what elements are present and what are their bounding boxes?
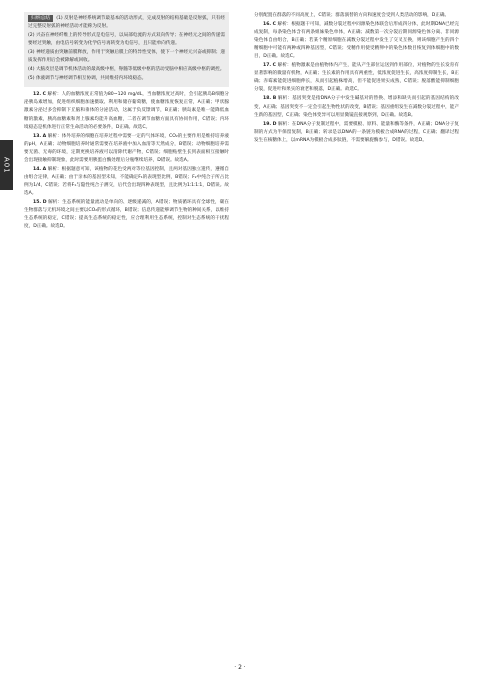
right-column <box>254 12 459 660</box>
answer-text: 解析：根据题意可知，该植物的花色受两对等位基因控制，且两对基因独立遗传，遵循自由组合定律，A正确；由于亲本的基因型未知，不能确定F₁的表现型比例，B错误；F₂中纯合子所占比例为1/4，C错误；若将F₁与隐性纯合子测交，后代会出现四种表现型，且比例为1∶1∶1∶1，D错误。故选A。 <box>24 166 229 196</box>
summary-para: (4) 大脑皮层是调节机体活动的最高级中枢，脊髓等低级中枢的活动受脑中相应高级中枢的调控。 <box>28 67 225 73</box>
answer-letter: A <box>42 133 47 139</box>
answer-text: 解析：在DNA分子复制过程中，需要模板、原料、能量和酶等条件，A正确；DNA分子复制的方式为半保留复制，B正确；转录是以DNA的一条链为模板合成RNA的过程，C正确；翻译过程发生在核糖体上，以mRNA为模板合成多肽链，不需要解旋酶参与，D错误。故选D。 <box>254 121 459 143</box>
answer-letter: A <box>42 166 47 172</box>
answer-text: 分别配置在群落的不同高度上，C错误；群落演替的方向和速度会受到人类活动的影响，D正确。 <box>254 13 450 18</box>
answer-paragraph <box>24 199 229 231</box>
answer-text: 解析：人的血糖浓度正常值为80~120 mg/dL，当血糖浓度过高时，会引起胰岛B细胞分泌胰岛素增加，促进组织细胞加速摄取、利用和储存葡萄糖，使血糖浓度恢复正常，A正确；甲状腺激素分泌过多会抑制下丘脑和垂体的分泌活动，这属于负反馈调节，B正确；胰岛素是唯一能降低血糖的激素，胰高血糖素和肾上腺素均能升高血糖，二者在调节血糖方面具有协同作用，C错误；内环境稳态是机体进行正常生命活动的必要条件，D正确。故选C。 <box>24 92 229 130</box>
summary-tag: 归纳总结 <box>28 15 53 22</box>
answer-paragraph <box>24 133 229 165</box>
question-number: 18. <box>263 96 272 102</box>
answer-letter: D <box>272 121 277 127</box>
question-number: 19. <box>263 121 272 127</box>
left-column <box>24 12 229 652</box>
answer-paragraph <box>24 166 229 198</box>
answer-text: 解析：生态系统的能量流动是单向的、逐级递减的，A错误；物质循环具有全球性，碳在生物群落与无机环境之间主要以CO₂的形式循环，B错误；信息传递能够调节生物的种间关系，以维持生态系统的稳定，C错误；提高生态系统的稳定性，应合理利用生态系统，控制对生态系统的干扰程度，D正确。故选D。 <box>24 199 229 230</box>
question-number: 14. <box>33 166 42 172</box>
summary-para: (1) 反射是神经系统调节最基本的活动形式，完成反射的结构基础是反射弧，只有经过完整反射弧的神经活动才能称为反射。 <box>28 16 225 30</box>
answer-paragraph <box>254 121 459 145</box>
question-number: 13. <box>33 133 42 139</box>
question-number: 17. <box>263 63 272 69</box>
answer-paragraph <box>254 95 459 119</box>
summary-box <box>24 12 229 87</box>
answer-paragraph <box>24 91 229 131</box>
answer-text: 解析：体外培养的细胞在培养过程中需要一定的气体环境，CO₂的主要作用是维持培养液的pH，A正确；动物细胞培养时通常需要在培养液中加入血清等天然成分，B错误；动物细胞培养需要无菌、无毒的环境，定期更换培养液可以清除代谢产物，C错误；细胞贴壁生长到表面相互接触时会出现接触抑制现象，此时需要用胰蛋白酶处理后分瓶继续培养，D错误。故选A。 <box>24 133 229 163</box>
answer-letter: D <box>42 199 47 205</box>
answer-text: 解析：基因突变是指DNA分子中发生碱基对的替换、增添和缺失而引起的基因结构的改变，A正确；基因突变不一定会引起生物性状的改变，B错误；基因重组发生在减数分裂过程中，能产生新的基因型，C正确；染色体变异可以用显微镜直接观察到，D正确。故选B。 <box>254 96 459 118</box>
answer-paragraph <box>254 12 459 20</box>
answer-letter: B <box>272 96 277 102</box>
question-number: 12. <box>33 92 42 98</box>
question-number: 16. <box>263 22 272 28</box>
answer-paragraph <box>254 21 459 61</box>
answer-paragraph <box>254 62 459 94</box>
summary-para: (3) 神经递质由突触前膜释放，作用于突触后膜上的特异性受体，使下一个神经元兴奋或抑制；递质发挥作用后会被降解或回收。 <box>28 50 225 64</box>
summary-para: (5) 体液调节与神经调节相互协调，共同维持内环境稳态。 <box>28 76 147 82</box>
page-number: · 2 · <box>234 664 246 671</box>
side-tab-label: A01 <box>0 140 13 190</box>
question-number: 15. <box>33 199 42 205</box>
summary-para: (2) 兴奋在神经纤维上的传导形式是电信号，以局部电流的方式双向传导；在神经元之间的传递需要经过突触，由电信号转变为化学信号再转变为电信号，且只能单向传递。 <box>28 33 225 47</box>
answer-text: 解析：根据题干可知，减数分裂过程中同源染色体联会后形成四分体，此时期DNA已经完成复制，每条染色体含有两条姐妹染色单体，A正确；减数第一次分裂后期同源染色体分离、非同源染色体自由组合，B正确；若某个精原细胞在减数分裂过程中发生了交叉互换，则该细胞产生的四个精细胞中可能有两种或四种基因型，C错误；受精作用使受精卵中的染色体数目恢复到体细胞中的数目，D正确。故选C。 <box>254 22 459 60</box>
answer-letter: C <box>272 63 277 69</box>
answer-letter: C <box>272 22 277 28</box>
answer-letter: C <box>42 92 47 98</box>
answer-text: 解析：植物激素是由植物体内产生，能从产生部位运送到作用部位，对植物的生长发育有显著影响的微量有机物，A正确；生长素的作用具有两重性，低浓度促进生长，高浓度抑制生长，B正确；赤霉素能促进细胞伸长，从而引起植株增高，但不能促进果实成熟，C错误；脱落酸能抑制细胞分裂，促进叶和果实的衰老和脱落，D正确。故选C。 <box>254 63 459 93</box>
